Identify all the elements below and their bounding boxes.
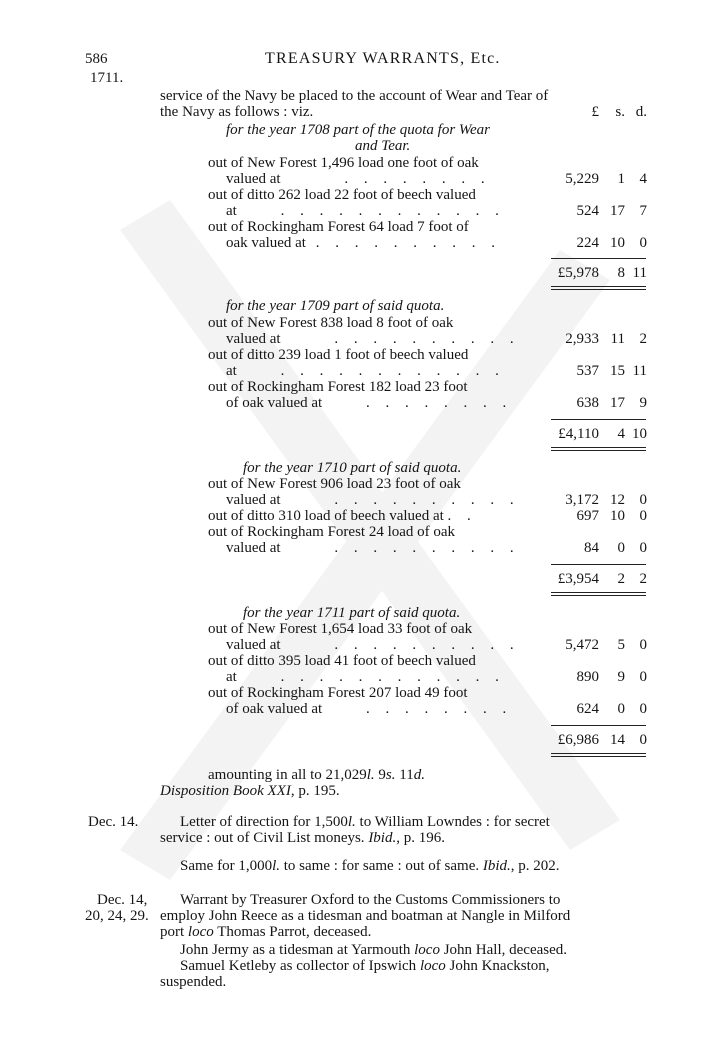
amount-pounds: 2,933 [565, 331, 599, 347]
intro-line-1: service of the Navy be placed to the account of Wear and Tear of [160, 88, 549, 104]
amount-pence: 7 [639, 203, 647, 219]
entry-date: 20, 24, 29. [85, 908, 149, 924]
entry-line: out of Rockingham Forest 24 load of oak [208, 524, 456, 540]
entry-text-line: port loco Thomas Parrot, deceased. [160, 924, 372, 940]
entry-text-line: Letter of direction for 1,500l. to William Lowndes : for secret [180, 814, 550, 830]
amount-pounds: 5,229 [565, 171, 599, 187]
amount-pence: 2 [639, 331, 647, 347]
total-shillings: 4 [617, 426, 625, 442]
amount-pounds: 537 [576, 363, 599, 379]
entry-line: at . . . . . . . . . . . . [226, 363, 505, 379]
column-head-shillings: s. [615, 104, 625, 120]
summary-amount: amounting in all to 21,029l. 9s. 11d. [208, 767, 425, 783]
amount-pounds: 5,472 [565, 637, 599, 653]
total-pence: 11 [632, 265, 647, 281]
margin-year: 1711. [90, 70, 124, 86]
entry-line: out of New Forest 906 load 23 foot of oak [208, 476, 461, 492]
entry-line: out of New Forest 838 load 8 foot of oak [208, 315, 454, 331]
rule-line [551, 756, 646, 757]
rule-line [551, 595, 646, 596]
entry-line: of oak valued at . . . . . . . . [226, 701, 513, 717]
total-shillings: 14 [610, 732, 625, 748]
rule-line [551, 258, 646, 259]
amount-shillings: 12 [610, 492, 625, 508]
total-shillings: 2 [617, 571, 625, 587]
entry-line: out of Rockingham Forest 207 load 49 foot [208, 685, 468, 701]
entry-text-line: Samuel Ketleby as collector of Ipswich loco John Knackston, [180, 958, 550, 974]
entry-line: valued at . . . . . . . . . . [226, 540, 520, 556]
amount-pence: 0 [639, 508, 647, 524]
entry-line: at . . . . . . . . . . . . [226, 203, 505, 219]
rule-line [551, 753, 646, 754]
amount-pounds: 84 [584, 540, 599, 556]
amount-shillings: 9 [617, 669, 625, 685]
amount-pounds: 224 [576, 235, 599, 251]
total-pence: 2 [639, 571, 647, 587]
total-pence: 0 [639, 732, 647, 748]
section-heading: for the year 1708 part of the quota for Wear [226, 122, 491, 138]
amount-pence: 0 [639, 701, 647, 717]
amount-pence: 0 [639, 637, 647, 653]
total-pounds: £3,954 [557, 571, 599, 587]
amount-pounds: 638 [576, 395, 599, 411]
rule-line [551, 286, 646, 287]
entry-line: at . . . . . . . . . . . . [226, 669, 505, 685]
entry-line: out of New Forest 1,654 load 33 foot of oak [208, 621, 473, 637]
entry-text-line: suspended. [160, 974, 227, 990]
entry-text-line: employ John Reece as a tidesman and boatman at Nangle in Milford [160, 908, 571, 924]
amount-pence: 9 [639, 395, 647, 411]
entry-line: out of New Forest 1,496 load one foot of oak [208, 155, 479, 171]
amount-shillings: 10 [610, 235, 625, 251]
rule-line [551, 592, 646, 593]
entry-line: valued at . . . . . . . . [226, 171, 491, 187]
entry-text-line: John Jermy as a tidesman at Yarmouth loco John Hall, deceased. [180, 942, 568, 958]
entry-date: Dec. 14. [88, 814, 139, 830]
amount-shillings: 10 [610, 508, 625, 524]
entry-line: out of ditto 239 load 1 foot of beech valued [208, 347, 469, 363]
column-head-pence: d. [635, 104, 647, 120]
rule-line [551, 447, 646, 448]
entry-line: valued at . . . . . . . . . . [226, 492, 520, 508]
amount-shillings: 11 [610, 331, 625, 347]
amount-pounds: 524 [576, 203, 599, 219]
amount-pence: 11 [632, 363, 647, 379]
amount-pence: 0 [639, 492, 647, 508]
amount-shillings: 17 [610, 395, 625, 411]
amount-pence: 4 [639, 171, 647, 187]
amount-pounds: 697 [576, 508, 599, 524]
entry-line: valued at . . . . . . . . . . [226, 331, 520, 347]
amount-shillings: 1 [617, 171, 625, 187]
entry-line: of oak valued at . . . . . . . . [226, 395, 513, 411]
amount-pence: 0 [639, 669, 647, 685]
amount-pence: 0 [639, 235, 647, 251]
entry-line: valued at . . . . . . . . . . [226, 637, 520, 653]
summary-source: Disposition Book XXI, p. 195. [160, 783, 340, 799]
amount-shillings: 17 [610, 203, 625, 219]
amount-pence: 0 [639, 540, 647, 556]
amount-shillings: 0 [617, 540, 625, 556]
rule-line [551, 419, 646, 420]
rule-line [551, 725, 646, 726]
running-head: TREASURY WARRANTS, Etc. [265, 50, 501, 67]
entry-line: out of ditto 262 load 22 foot of beech valued [208, 187, 476, 203]
total-pounds: £4,110 [558, 426, 599, 442]
entry-line: oak valued at . . . . . . . . . . [226, 235, 501, 251]
entry-date: Dec. 14, [97, 892, 148, 908]
rule-line [551, 450, 646, 451]
amount-shillings: 5 [617, 637, 625, 653]
intro-line-2: the Navy as follows : viz. [160, 104, 314, 120]
section-heading-cont: and Tear. [355, 138, 411, 154]
section-heading: for the year 1709 part of said quota. [226, 298, 445, 314]
entry-line: out of Rockingham Forest 182 load 23 foot [208, 379, 468, 395]
total-pence: 10 [632, 426, 647, 442]
amount-pounds: 3,172 [565, 492, 599, 508]
entry-text-line: Same for 1,000l. to same : for same : out of same. Ibid., p. 202. [180, 858, 560, 874]
entry-text-line: service : out of Civil List moneys. Ibid., p. 196. [160, 830, 445, 846]
entry-line: out of Rockingham Forest 64 load 7 foot of [208, 219, 469, 235]
entry-line: out of ditto 395 load 41 foot of beech valued [208, 653, 476, 669]
entry-text-line: Warrant by Treasurer Oxford to the Customs Commissioners to [180, 892, 561, 908]
rule-line [551, 289, 646, 290]
section-heading: for the year 1710 part of said quota. [243, 460, 462, 476]
page-number: 586 [85, 51, 108, 67]
amount-shillings: 15 [610, 363, 625, 379]
amount-pounds: 624 [576, 701, 599, 717]
rule-line [551, 564, 646, 565]
total-pounds: £5,978 [557, 265, 599, 281]
entry-line: out of ditto 310 load of beech valued at . . [208, 508, 477, 524]
amount-shillings: 0 [617, 701, 625, 717]
section-heading: for the year 1711 part of said quota. [243, 605, 461, 621]
total-shillings: 8 [617, 265, 625, 281]
amount-pounds: 890 [576, 669, 599, 685]
total-pounds: £6,986 [557, 732, 599, 748]
column-head-pounds: £ [591, 104, 599, 120]
